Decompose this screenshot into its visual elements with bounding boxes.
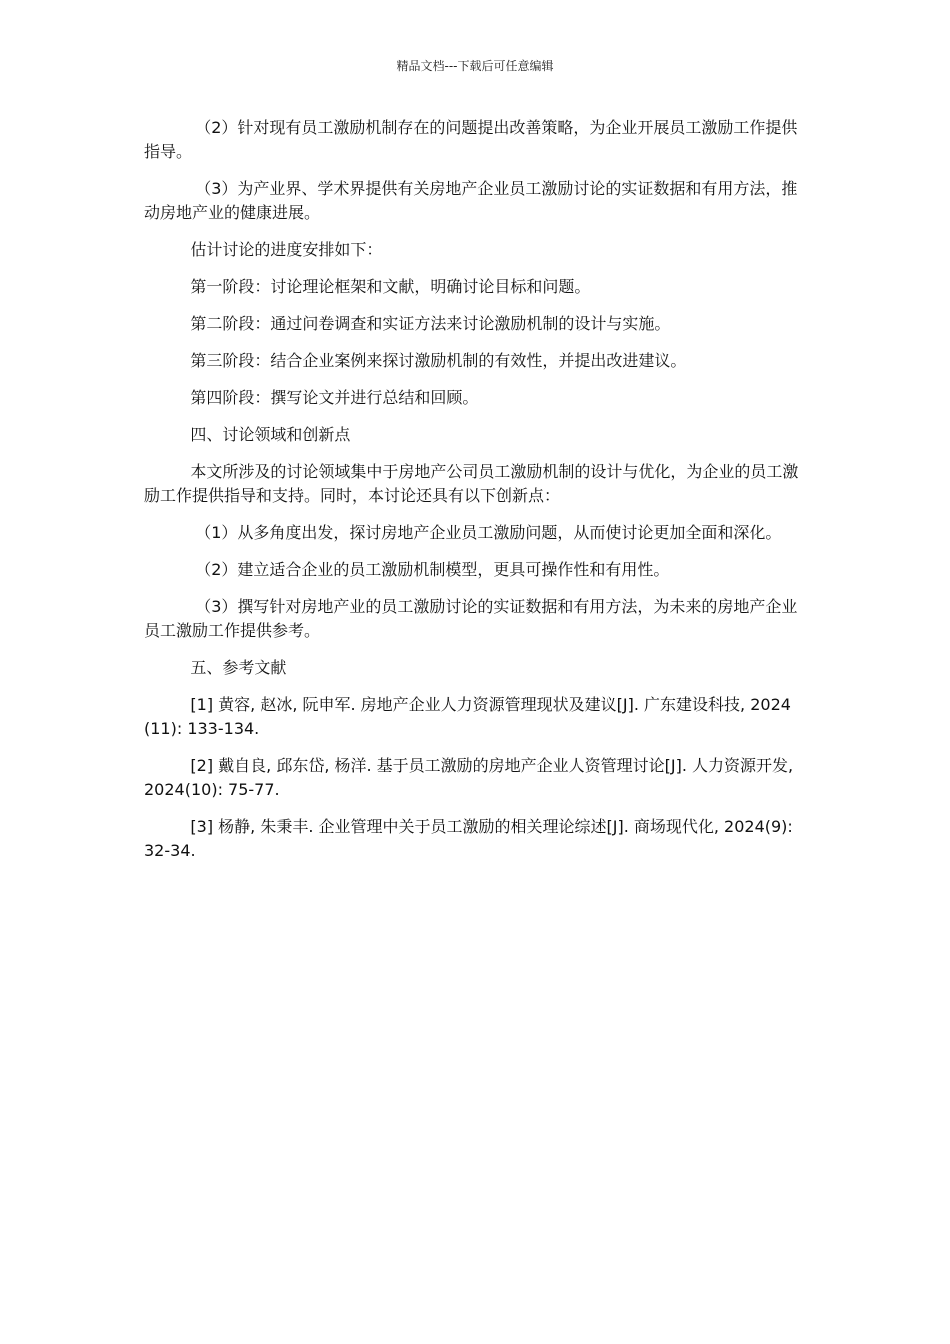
reference-item: [1] 黄容, 赵冰, 阮申军. 房地产企业人力资源管理现状及建议[J]. 广东建设科技, 2024(11): 133-134.	[144, 695, 791, 738]
paragraph-objective-2: （2）针对现有员工激励机制存在的问题提出改善策略，为企业开展员工激励工作提供指导。	[144, 118, 798, 161]
paragraph-stage-1: 第一阶段：讨论理论框架和文献，明确讨论目标和问题。	[190, 277, 591, 296]
section-heading-references: 五、参考文献	[190, 658, 287, 677]
paragraph-stage-4: 第四阶段：撰写论文并进行总结和回顾。	[190, 388, 479, 407]
document-body	[144, 116, 804, 876]
paragraph-objective-3: （3）为产业界、学术界提供有关房地产企业员工激励讨论的实证数据和有用方法，推动房地产业的健康进展。	[144, 179, 798, 222]
paragraph-schedule-intro: 估计讨论的进度安排如下：	[190, 240, 383, 259]
paragraph-innovation-1: （1）从多角度出发，探讨房地产企业员工激励问题，从而使讨论更加全面和深化。	[195, 523, 782, 542]
paragraph-stage-3: 第三阶段：结合企业案例来探讨激励机制的有效性，并提出改进建议。	[190, 351, 687, 370]
page-header: 精品文档---下载后可任意编辑	[396, 59, 554, 73]
paragraph-innovation-2: （2）建立适合企业的员工激励机制模型，更具可操作性和有用性。	[195, 560, 670, 579]
section-heading-innovation: 四、讨论领域和创新点	[190, 425, 351, 444]
paragraph-stage-2: 第二阶段：通过问卷调查和实证方法来讨论激励机制的设计与实施。	[190, 314, 671, 333]
reference-item: [3] 杨静, 朱秉丰. 企业管理中关于员工激励的相关理论综述[J]. 商场现代化, 2024(9): 32-34.	[144, 817, 793, 860]
reference-item: [2] 戴自良, 邱东岱, 杨洋. 基于员工激励的房地产企业人资管理讨论[J]. 人力资源开发, 2024(10): 75-77.	[144, 756, 794, 799]
paragraph-research-field: 本文所涉及的讨论领域集中于房地产公司员工激励机制的设计与优化，为企业的员工激励工作提供指导和支持。同时，本讨论还具有以下创新点：	[144, 462, 799, 505]
paragraph-innovation-3: （3）撰写针对房地产业的员工激励讨论的实证数据和有用方法，为未来的房地产企业员工激励工作提供参考。	[144, 597, 798, 640]
